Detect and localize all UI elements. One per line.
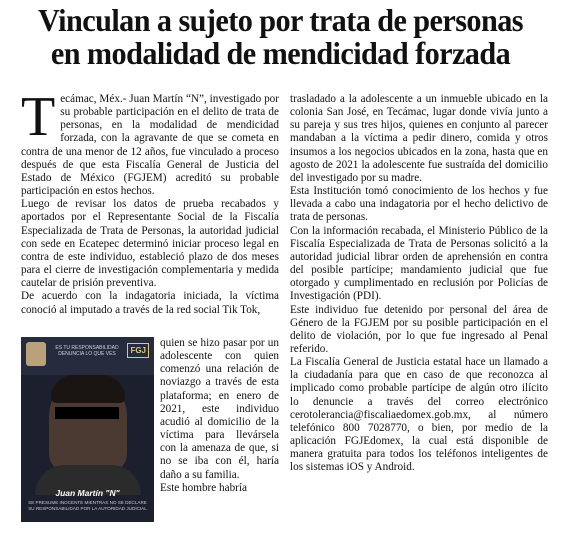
headline [19,4,542,70]
side-paragraph: quien se hizo pasar por un adolescente con quien comenzó una relación de noviazgo a través de esta plataforma; en enero de 2021, este individuo acudió al domicilio de la víctima para llevársela con la amenaza de que, si no se iba con él, haría daño a su familia. [160,337,279,481]
right-paragraph-2: Esta Institución tomó conocimiento de los hechos y fue llevada a cabo una indagatoria por el hecho delictivo de trata de personas. [290,185,548,224]
photo-footer-text: SE PRESUME INOCENTE MIENTRAS NO SE DECLARE SU RESPONSABILIDAD POR LA AUTORIDAD JUDICIAL [28,500,147,511]
fgj-badge: FGJ [127,343,149,358]
right-paragraph-3: Con la información recabada, el Ministerio Público de la Fiscalía Especializada de Trata de Personas solicitó a la autoridad judicial librar orden de aprehensión en contra del posible partícipe; mandamiento judicial que fue otorgado y cumplimentado en reclusión por Policías de Investigación (PDI). [290,224,548,303]
headline-line-2: en modalidad de mendicidad forzada [50,36,511,71]
right-column [290,93,548,475]
state-seal-icon [26,342,46,366]
left-column [21,86,279,317]
drop-cap: T [21,86,56,148]
eye-censor-bar [55,407,119,419]
side-last-line: Este hombre habría [160,481,247,494]
lead-text: ecámac, Méx.- Juan Martín “N”, investigado por su probable participación en el delito de trata de personas, en la modalidad de mendicidad forzada, con la agravante de que se cometa en contra de una menor de 12 años, fue vinculado a proceso después de que esta Fiscalía General de Justicia del Estado de México (FGJEM) acreditó su probable participación en estos hechos. [21,93,279,198]
suspect-hair [51,375,125,403]
photo-side-text [160,337,279,495]
right-paragraph-5: La Fiscalía General de Justicia estatal hace un llamado a la ciudadanía para que en caso de que reconozca al implicado como probable partícipe de algún otro ilícito lo denuncie a través del correo electrónico cerotolerancia@fiscaliaedomex.gob.mx, al número telefónico 800 7028770, o bien, por medio de la aplicación FGJEdomex, la cual está disponible de manera gratuita para todos los teléfonos inteligentes de los sistemas iOS y Android. [290,356,548,474]
photo-header-text: ES TU RESPONSABILIDAD DENUNCIA LO QUE VES [55,345,119,357]
right-paragraph-4: Este individuo fue detenido por personal del área de Género de la FGJEM por su posible participación en el delito de violación, por lo que fue ingresado al Penal referido. [290,303,548,355]
lead-paragraph [21,86,279,198]
paragraph-2: Luego de revisar los datos de prueba recabados y aportados por el Representante Social de la Fiscalía Especializada de Trata de Personas, la autoridad judicial con sede en Ecatepec determinó iniciar proceso legal en contra de este individuo, estableció plazo de dos meses para el cierre de investigación complementaria y medida cautelar de prisión preventiva. [21,198,279,290]
paragraph-3: De acuerdo con la indagatoria iniciada, la víctima conoció al imputado a través de la red social Tik Tok, [21,290,279,316]
right-paragraph-1: trasladado a la adolescente a un inmueble ubicado en la colonia San José, en Tecámac, lugar donde vivía junto a su pareja y sus tres hijos, quienes en conjunto al parecer mandaban a la víctima a pedir dinero, comida y otros insumos a los negocios ubicados en la zona, hasta que en agosto de 2021 la adolescente fue sustraída del domicilio del investigado por su madre. [290,93,548,184]
headline-line-1: Vinculan a sujeto por trata de personas [38,3,523,38]
suspect-photo [21,337,154,522]
suspect-name: Juan Martín "N" [55,488,120,498]
